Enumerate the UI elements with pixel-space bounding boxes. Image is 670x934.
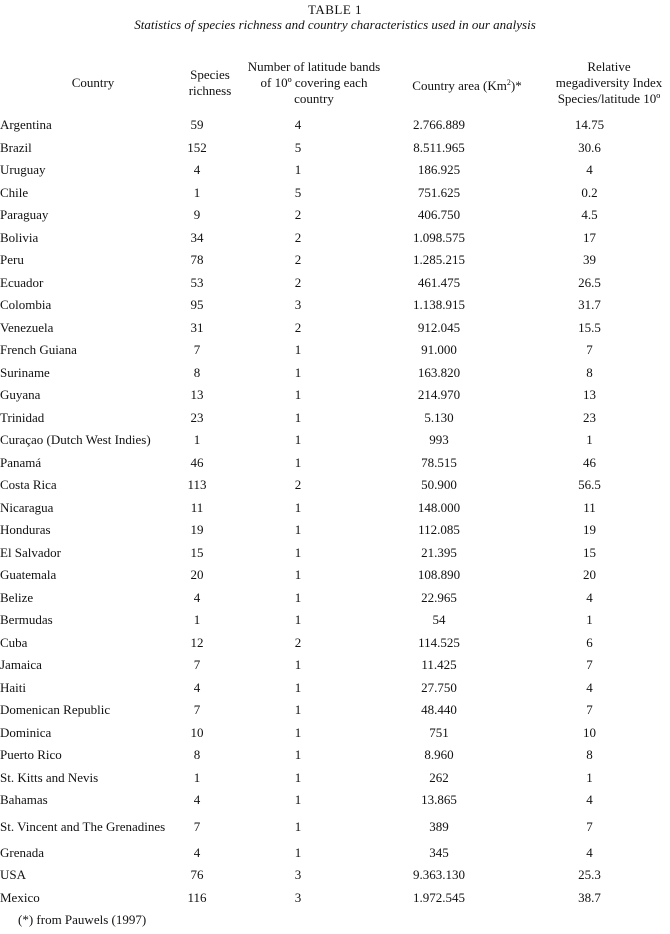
table-row bbox=[0, 767, 670, 790]
cell-index: 11 bbox=[583, 499, 596, 515]
cell-index: 6 bbox=[586, 634, 593, 650]
cell-species: 8 bbox=[193, 747, 201, 763]
table-row bbox=[0, 452, 670, 475]
cell-area: 78.515 bbox=[421, 454, 457, 470]
table-row bbox=[0, 587, 670, 610]
cell-species: 152 bbox=[187, 139, 207, 155]
cell-bands: 2 bbox=[294, 319, 302, 335]
header-latitude-bands bbox=[243, 59, 385, 107]
cell-index: 15 bbox=[583, 544, 596, 560]
cell-country: St. Vincent and The Grenadines bbox=[0, 818, 166, 834]
cell-country: Peru bbox=[0, 252, 24, 268]
cell-bands: 3 bbox=[294, 867, 302, 883]
cell-index: 1 bbox=[586, 432, 593, 448]
cell-area: 461.475 bbox=[417, 274, 461, 290]
cell-index: 25.3 bbox=[578, 867, 601, 883]
cell-country: Costa Rica bbox=[0, 477, 57, 493]
cell-species: 59 bbox=[190, 117, 204, 133]
cell-bands: 3 bbox=[294, 889, 302, 905]
cell-country: Suriname bbox=[0, 364, 50, 380]
cell-species: 113 bbox=[187, 477, 207, 493]
cell-species: 7 bbox=[193, 818, 201, 834]
cell-country: Bahamas bbox=[0, 792, 48, 808]
cell-area: 48.440 bbox=[421, 702, 457, 718]
table-row bbox=[0, 384, 670, 407]
header-country bbox=[13, 75, 173, 91]
cell-species: 34 bbox=[190, 229, 204, 245]
cell-index: 38.7 bbox=[578, 889, 601, 905]
header-species-line1: Species bbox=[190, 67, 230, 82]
cell-species: 31 bbox=[190, 319, 204, 335]
cell-bands: 1 bbox=[294, 724, 302, 740]
cell-species: 7 bbox=[193, 342, 201, 358]
cell-country: St. Kitts and Nevis bbox=[0, 769, 99, 785]
header-country-text: Country bbox=[71, 75, 115, 90]
data-table bbox=[0, 114, 670, 909]
cell-country: Belize bbox=[0, 589, 34, 605]
cell-country: Curaçao (Dutch West Indies) bbox=[0, 432, 151, 448]
cell-bands: 1 bbox=[294, 567, 302, 583]
cell-country: Guyana bbox=[0, 387, 41, 403]
cell-index: 26.5 bbox=[578, 274, 601, 290]
cell-index: 7 bbox=[586, 657, 593, 673]
cell-species: 116 bbox=[187, 889, 207, 905]
cell-bands: 1 bbox=[294, 387, 302, 403]
cell-bands: 4 bbox=[294, 117, 302, 133]
cell-country: Argentina bbox=[0, 117, 52, 133]
cell-species: 9 bbox=[193, 207, 201, 223]
cell-bands: 3 bbox=[294, 297, 302, 313]
cell-country: Jamaica bbox=[0, 657, 42, 673]
cell-country: Honduras bbox=[0, 522, 51, 538]
cell-index: 19 bbox=[583, 522, 596, 538]
cell-index: 4.5 bbox=[581, 207, 598, 223]
cell-index: 15.5 bbox=[578, 319, 601, 335]
table-row bbox=[0, 159, 670, 182]
table-row bbox=[0, 362, 670, 385]
cell-country: Grenada bbox=[0, 844, 45, 860]
cell-country: Cuba bbox=[0, 634, 28, 650]
cell-species: 23 bbox=[190, 409, 204, 425]
cell-species: 4 bbox=[193, 844, 201, 860]
table-row bbox=[0, 294, 670, 317]
table-row bbox=[0, 842, 670, 865]
cell-country: Uruguay bbox=[0, 162, 46, 178]
cell-species: 11 bbox=[190, 499, 204, 515]
header-bands-line3: country bbox=[294, 91, 334, 106]
cell-species: 46 bbox=[190, 454, 204, 470]
cell-bands: 2 bbox=[294, 252, 302, 268]
cell-species: 7 bbox=[193, 702, 201, 718]
cell-area: 108.890 bbox=[417, 567, 461, 583]
cell-country: Haiti bbox=[0, 679, 26, 695]
cell-bands: 1 bbox=[294, 409, 302, 425]
cell-species: 12 bbox=[190, 634, 204, 650]
cell-index: 4 bbox=[586, 679, 593, 695]
cell-country: Dominica bbox=[0, 724, 52, 740]
cell-index: 30.6 bbox=[578, 139, 601, 155]
header-index-line1: Relative bbox=[587, 59, 631, 74]
table-row bbox=[0, 137, 670, 160]
cell-bands: 2 bbox=[294, 477, 302, 493]
cell-species: 15 bbox=[190, 544, 204, 560]
cell-index: 10 bbox=[583, 724, 596, 740]
cell-bands: 5 bbox=[294, 139, 302, 155]
header-area-post: )* bbox=[510, 78, 522, 93]
cell-index: 13 bbox=[583, 387, 596, 403]
cell-bands: 1 bbox=[294, 702, 302, 718]
cell-area: 2.766.889 bbox=[413, 117, 465, 133]
table-row bbox=[0, 474, 670, 497]
cell-country: Colombia bbox=[0, 297, 52, 313]
table-row bbox=[0, 812, 670, 842]
table-body bbox=[0, 114, 670, 909]
cell-area: 11.425 bbox=[421, 657, 457, 673]
table-row bbox=[0, 744, 670, 767]
cell-area: 1.098.575 bbox=[413, 229, 465, 245]
table-row bbox=[0, 699, 670, 722]
table-row bbox=[0, 789, 670, 812]
cell-area: 1.285.215 bbox=[413, 252, 465, 268]
cell-country: Puerto Rico bbox=[0, 747, 62, 763]
cell-bands: 2 bbox=[294, 634, 302, 650]
cell-bands: 1 bbox=[294, 162, 302, 178]
header-area-pre: Country area (Km bbox=[412, 78, 507, 93]
cell-species: 76 bbox=[190, 867, 204, 883]
cell-area: 751 bbox=[429, 724, 449, 740]
cell-area: 50.900 bbox=[421, 477, 457, 493]
header-megadiversity-index bbox=[548, 59, 670, 107]
table-row bbox=[0, 887, 670, 910]
header-bands-line1: Number of latitude bands bbox=[247, 59, 381, 74]
cell-species: 78 bbox=[190, 252, 204, 268]
table-row bbox=[0, 339, 670, 362]
cell-area: 8.511.965 bbox=[413, 139, 465, 155]
cell-species: 1 bbox=[193, 769, 201, 785]
cell-species: 19 bbox=[190, 522, 204, 538]
table-row bbox=[0, 407, 670, 430]
table-caption: Statistics of species richness and country characteristics used in our analysis bbox=[134, 17, 536, 32]
cell-index: 39 bbox=[583, 252, 596, 268]
cell-index: 1 bbox=[586, 769, 593, 785]
cell-area: 27.750 bbox=[421, 679, 457, 695]
cell-species: 4 bbox=[193, 792, 201, 808]
header-species-line2: richness bbox=[188, 83, 232, 98]
cell-index: 7 bbox=[586, 702, 593, 718]
table-row bbox=[0, 542, 670, 565]
cell-index: 14.75 bbox=[574, 117, 605, 133]
cell-country: Nicaragua bbox=[0, 499, 54, 515]
cell-bands: 1 bbox=[294, 818, 302, 834]
table-row bbox=[0, 182, 670, 205]
table-row bbox=[0, 609, 670, 632]
cell-area: 91.000 bbox=[421, 342, 457, 358]
table-row bbox=[0, 564, 670, 587]
header-country-area bbox=[398, 75, 536, 94]
cell-index: 17 bbox=[583, 229, 596, 245]
cell-area: 8.960 bbox=[424, 747, 454, 763]
cell-index: 8 bbox=[586, 364, 593, 380]
cell-bands: 1 bbox=[294, 844, 302, 860]
table-row bbox=[0, 654, 670, 677]
cell-bands: 1 bbox=[294, 657, 302, 673]
table-row bbox=[0, 864, 670, 887]
cell-bands: 1 bbox=[294, 454, 302, 470]
cell-species: 95 bbox=[190, 297, 204, 313]
cell-country: Panamá bbox=[0, 454, 42, 470]
cell-area: 186.925 bbox=[417, 162, 461, 178]
cell-country: Mexico bbox=[0, 889, 40, 905]
header-species-richness bbox=[180, 67, 240, 99]
cell-country: Brazil bbox=[0, 139, 32, 155]
table-label: TABLE 1 bbox=[307, 2, 363, 17]
table-row bbox=[0, 249, 670, 272]
cell-index: 20 bbox=[583, 567, 596, 583]
cell-bands: 1 bbox=[294, 589, 302, 605]
cell-bands: 2 bbox=[294, 274, 302, 290]
cell-index: 4 bbox=[586, 589, 593, 605]
cell-area: 912.045 bbox=[417, 319, 461, 335]
table-row bbox=[0, 677, 670, 700]
cell-area: 114.525 bbox=[418, 634, 460, 650]
cell-country: USA bbox=[0, 867, 27, 883]
table-row bbox=[0, 227, 670, 250]
cell-species: 13 bbox=[190, 387, 204, 403]
cell-bands: 1 bbox=[294, 747, 302, 763]
cell-species: 20 bbox=[190, 567, 204, 583]
cell-area: 5.130 bbox=[424, 409, 454, 425]
header-bands-line2: of 10º covering each bbox=[260, 75, 368, 90]
cell-index: 7 bbox=[586, 342, 593, 358]
cell-bands: 1 bbox=[294, 679, 302, 695]
cell-species: 1 bbox=[193, 612, 201, 628]
cell-area: 751.625 bbox=[417, 184, 461, 200]
cell-index: 56.5 bbox=[578, 477, 601, 493]
cell-country: El Salvador bbox=[0, 544, 62, 560]
cell-area: 345 bbox=[429, 844, 449, 860]
cell-area: 112.085 bbox=[418, 522, 460, 538]
table-row bbox=[0, 429, 670, 452]
table-row bbox=[0, 204, 670, 227]
cell-area: 406.750 bbox=[417, 207, 461, 223]
cell-species: 4 bbox=[193, 162, 201, 178]
table-row bbox=[0, 272, 670, 295]
cell-bands: 2 bbox=[294, 207, 302, 223]
cell-country: Venezuela bbox=[0, 319, 54, 335]
cell-index: 31.7 bbox=[578, 297, 601, 313]
cell-area: 1.972.545 bbox=[413, 889, 465, 905]
table-row bbox=[0, 497, 670, 520]
cell-area: 163.820 bbox=[417, 364, 461, 380]
cell-area: 389 bbox=[429, 818, 449, 834]
cell-index: 23 bbox=[583, 409, 596, 425]
cell-index: 46 bbox=[583, 454, 596, 470]
cell-bands: 1 bbox=[294, 522, 302, 538]
table-row bbox=[0, 519, 670, 542]
cell-country: Paraguay bbox=[0, 207, 49, 223]
header-index-line3: Species/latitude 10º bbox=[557, 91, 661, 106]
table-row bbox=[0, 114, 670, 137]
cell-index: 4 bbox=[586, 162, 593, 178]
cell-area: 214.970 bbox=[417, 387, 461, 403]
cell-country: Guatemala bbox=[0, 567, 57, 583]
cell-bands: 1 bbox=[294, 364, 302, 380]
cell-index: 8 bbox=[586, 747, 593, 763]
footnote: (*) from Pauwels (1997) bbox=[18, 912, 147, 927]
cell-species: 1 bbox=[193, 432, 201, 448]
header-index-line2: megadiversity Index bbox=[555, 75, 663, 90]
cell-bands: 1 bbox=[294, 342, 302, 358]
cell-area: 21.395 bbox=[421, 544, 457, 560]
cell-country: Trinidad bbox=[0, 409, 45, 425]
cell-bands: 1 bbox=[294, 499, 302, 515]
cell-species: 8 bbox=[193, 364, 201, 380]
table-row bbox=[0, 722, 670, 745]
cell-area: 9.363.130 bbox=[413, 867, 465, 883]
cell-area: 993 bbox=[429, 432, 449, 448]
header-area-sup: 2 bbox=[506, 78, 511, 87]
cell-species: 4 bbox=[193, 679, 201, 695]
cell-area: 22.965 bbox=[421, 589, 457, 605]
table-row bbox=[0, 317, 670, 340]
cell-country: Domenican Republic bbox=[0, 702, 111, 718]
cell-bands: 1 bbox=[294, 792, 302, 808]
cell-species: 4 bbox=[193, 589, 201, 605]
cell-index: 4 bbox=[586, 792, 593, 808]
cell-bands: 5 bbox=[294, 184, 302, 200]
cell-species: 1 bbox=[193, 184, 201, 200]
cell-area: 262 bbox=[429, 769, 449, 785]
cell-bands: 1 bbox=[294, 544, 302, 560]
table-row bbox=[0, 632, 670, 655]
cell-bands: 1 bbox=[294, 769, 302, 785]
cell-country: Bermudas bbox=[0, 612, 53, 628]
cell-bands: 2 bbox=[294, 229, 302, 245]
cell-bands: 1 bbox=[294, 612, 302, 628]
cell-index: 7 bbox=[586, 818, 593, 834]
cell-species: 10 bbox=[190, 724, 204, 740]
cell-area: 148.000 bbox=[417, 499, 461, 515]
cell-country: Bolivia bbox=[0, 229, 39, 245]
cell-bands: 1 bbox=[294, 432, 302, 448]
cell-area: 54 bbox=[432, 612, 446, 628]
cell-area: 1.138.915 bbox=[413, 297, 465, 313]
cell-area: 13.865 bbox=[421, 792, 457, 808]
cell-country: Chile bbox=[0, 184, 29, 200]
cell-species: 53 bbox=[190, 274, 204, 290]
cell-country: French Guiana bbox=[0, 342, 77, 358]
cell-species: 7 bbox=[193, 657, 201, 673]
cell-country: Ecuador bbox=[0, 274, 44, 290]
cell-index: 0.2 bbox=[581, 184, 598, 200]
cell-index: 1 bbox=[586, 612, 593, 628]
cell-index: 4 bbox=[586, 844, 593, 860]
